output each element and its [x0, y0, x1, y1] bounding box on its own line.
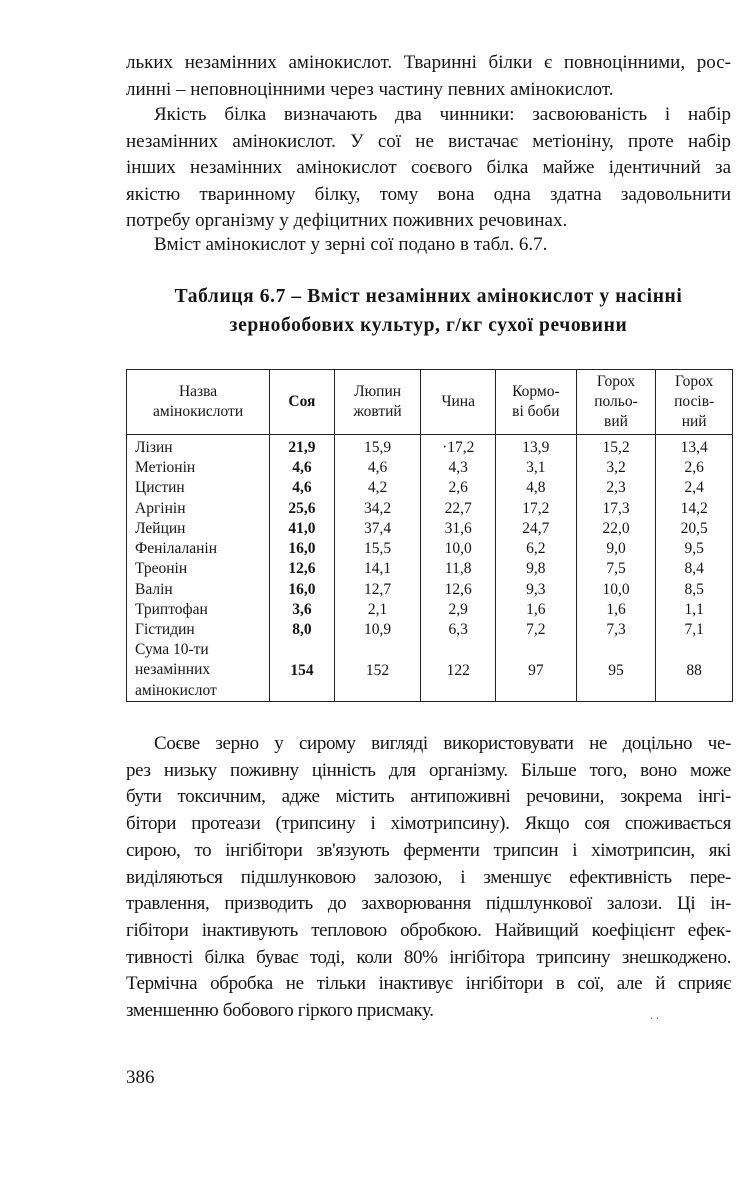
table-cell: 3,6	[270, 599, 335, 619]
table-cell: 2,6	[656, 457, 733, 477]
text-line: Термічна обробка не тільки інактивує інгібітори в сої, але й сприяє	[126, 973, 731, 995]
amino-acid-name: Лейцин	[127, 518, 270, 538]
text-line: рез низьку поживну цінність для організму. Більше того, воно може	[126, 759, 731, 781]
table-cell: 14,2	[656, 498, 733, 518]
table-cell: 24,7	[496, 518, 577, 538]
table-row	[127, 579, 733, 599]
text-line: травлення, призводить до захворювання підшлункової залози. Ці ін-	[126, 893, 731, 915]
paragraph-continuation	[126, 50, 731, 103]
text-line: Соєве зерно у сирому вигляді використовувати не доцільно че-	[154, 733, 731, 754]
table-cell: 7,5	[576, 559, 656, 579]
table-row	[127, 457, 733, 477]
sum-value: 122	[421, 640, 496, 701]
table-cell: 13,9	[496, 435, 577, 458]
table-row	[127, 559, 733, 579]
table-cell: 4,3	[421, 457, 496, 477]
text-line: Якість білка визначають два чинники: засвоюваність і набір	[154, 104, 731, 125]
amino-acid-name: Метіонін	[127, 457, 270, 477]
text-line: бітори протеази (трипсину і хімотрипсину). Якщо соя споживається	[126, 813, 731, 835]
caption-line: зернобобових культур, г/кг сухої речовини	[229, 315, 628, 336]
table-row-sum	[127, 640, 733, 701]
table-cell: 4,6	[270, 457, 335, 477]
table-cell: 3,2	[576, 457, 656, 477]
table-cell: 3,1	[496, 457, 577, 477]
sum-value: 88	[656, 640, 733, 701]
table-cell: 10,0	[421, 538, 496, 558]
table-caption	[126, 282, 731, 340]
table-cell: 2,9	[421, 599, 496, 619]
table-cell: 6,2	[496, 538, 577, 558]
table-cell: 15,9	[334, 435, 421, 458]
header-lupin: Люпин жовтий	[334, 370, 421, 435]
table-cell: 12,6	[421, 579, 496, 599]
paragraph-protein-quality	[126, 102, 731, 235]
caption-line: Таблиця 6.7 – Вміст незамінних амінокислот у насінні	[174, 286, 683, 307]
table-cell: 14,1	[334, 559, 421, 579]
header-name: Назва амінокислоти	[127, 370, 270, 435]
table-cell: ·17,2	[421, 435, 496, 458]
table-cell: 34,2	[334, 498, 421, 518]
sum-label: Сума 10-ти незамінних амінокислот	[127, 640, 270, 701]
amino-acid-name: Фенілаланін	[127, 538, 270, 558]
table-cell: 20,5	[656, 518, 733, 538]
table-cell: 16,0	[270, 538, 335, 558]
table-cell: 17,3	[576, 498, 656, 518]
sum-value: 95	[576, 640, 656, 701]
table-cell: 21,9	[270, 435, 335, 458]
amino-acid-name: Триптофан	[127, 599, 270, 619]
text-line: льких незамінних амінокислот. Тваринні білки є повноцінними, рос-	[126, 52, 731, 73]
table-cell: 9,0	[576, 538, 656, 558]
table-cell: 2,1	[334, 599, 421, 619]
table-cell: 4,8	[496, 478, 577, 498]
text-line: незамінних амінокислот. У сої не вистачає метіоніну, проте набір	[126, 130, 731, 152]
table-cell: 4,6	[334, 457, 421, 477]
amino-acid-name: Аргінін	[127, 498, 270, 518]
header-fodder-beans: Кормо- ві боби	[496, 370, 577, 435]
table-cell: 22,0	[576, 518, 656, 538]
paragraph-table-reference	[126, 232, 731, 259]
table-cell: 17,2	[496, 498, 577, 518]
text-line: сирою, то інгібітори зв'язують ферменти трипсин і хімотрипсин, які	[126, 839, 731, 861]
table-cell: 15,2	[576, 435, 656, 458]
stray-marks: . .	[650, 1008, 659, 1022]
table-cell: 2,6	[421, 478, 496, 498]
table-cell: 8,4	[656, 559, 733, 579]
text-line: потребу організму у дефіцитних поживних речовинах.	[126, 210, 568, 231]
table-cell: 8,5	[656, 579, 733, 599]
page-number: 386	[126, 1067, 155, 1088]
table-cell: 13,4	[656, 435, 733, 458]
table-row	[127, 620, 733, 640]
table-row	[127, 518, 733, 538]
table-cell: 10,0	[576, 579, 656, 599]
table-cell: 9,3	[496, 579, 577, 599]
table-cell: 7,1	[656, 620, 733, 640]
table-cell: 2,4	[656, 478, 733, 498]
table-cell: 1,1	[656, 599, 733, 619]
text-line: виділяються підшлунковою залозою, і зменшує ефективність пере-	[126, 866, 731, 888]
table-cell: 8,0	[270, 620, 335, 640]
header-field-pea: Горох польо- вий	[576, 370, 656, 435]
table-cell: 7,3	[576, 620, 656, 640]
table-header-row	[127, 370, 733, 435]
table-cell: 4,6	[270, 478, 335, 498]
table-cell: 4,2	[334, 478, 421, 498]
table-cell: 1,6	[576, 599, 656, 619]
table-row	[127, 435, 733, 458]
sum-value: 152	[334, 640, 421, 701]
text-line: гібітори інактивують тепловою обробкою. Найвищий коефіцієнт ефек-	[126, 919, 731, 941]
text-line: бути токсичним, адже містить антипоживні речовини, зокрема інгі-	[126, 786, 731, 808]
amino-acid-name: Цистин	[127, 478, 270, 498]
table-cell: 12,6	[270, 559, 335, 579]
amino-acid-table	[126, 369, 733, 702]
table-cell: 7,2	[496, 620, 577, 640]
table-cell: 37,4	[334, 518, 421, 538]
table-row	[127, 478, 733, 498]
table-cell: 1,6	[496, 599, 577, 619]
amino-acid-name: Треонін	[127, 559, 270, 579]
table-cell: 22,7	[421, 498, 496, 518]
sum-value: 97	[496, 640, 577, 701]
table-cell: 41,0	[270, 518, 335, 538]
header-soy: Соя	[270, 370, 335, 435]
table-row	[127, 599, 733, 619]
header-garden-pea: Горох посів- ний	[656, 370, 733, 435]
text-line: зменшенню бобового гіркого присмаку.	[126, 1000, 434, 1022]
header-chyna: Чина	[421, 370, 496, 435]
table-cell: 25,6	[270, 498, 335, 518]
paragraph-raw-soy	[126, 731, 731, 1025]
sum-value: 154	[270, 640, 335, 701]
table-cell: 12,7	[334, 579, 421, 599]
table-cell: 10,9	[334, 620, 421, 640]
amino-acid-name: Гістидин	[127, 620, 270, 640]
table-cell: 9,8	[496, 559, 577, 579]
amino-acid-name: Лізин	[127, 435, 270, 458]
amino-acid-name: Валін	[127, 579, 270, 599]
table-cell: 16,0	[270, 579, 335, 599]
text-line: інших незамінних амінокислот соєвого білка майже ідентичний за	[126, 157, 731, 178]
table-cell: 11,8	[421, 559, 496, 579]
table-row	[127, 498, 733, 518]
table-cell: 15,5	[334, 538, 421, 558]
table-row	[127, 538, 733, 558]
text-line: якістю тваринному білку, тому вона одна здатна задовольнити	[126, 183, 731, 205]
table-cell: 31,6	[421, 518, 496, 538]
table-cell: 2,3	[576, 478, 656, 498]
table-cell: 9,5	[656, 538, 733, 558]
table-cell: 6,3	[421, 620, 496, 640]
text-line: Вміст амінокислот у зерні сої подано в табл. 6.7.	[154, 234, 548, 255]
text-line: тивності білка буває тоді, коли 80% інгібітора трипсину знешкоджено.	[126, 946, 731, 968]
text-line: линні – неповноцінними через частину певних амінокислот.	[126, 78, 614, 100]
